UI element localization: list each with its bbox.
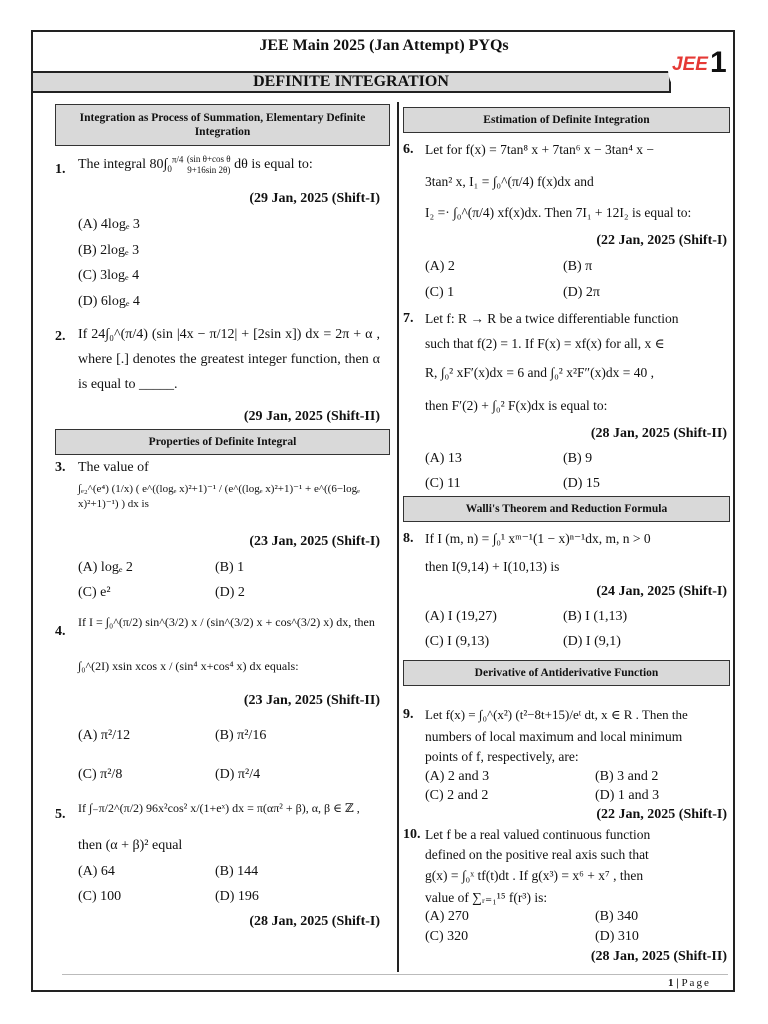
q3-integral: ∫ₑ₂^(e⁴) (1/x) ( e^((logₑ x)²+1)⁻¹ / (e^((logₑ x)²+1)⁻¹ + e^((6−logₑ x)²+1)⁻¹) ) dx is bbox=[78, 483, 360, 510]
q7-option-b: (B) 9 bbox=[563, 451, 593, 466]
q6-option-a: (A) 2 bbox=[425, 259, 455, 274]
q4-text-2: ∫₀^(2I) xsin xcos x / (sin⁴ x+cos⁴ x) dx equals: bbox=[78, 659, 299, 673]
q5-number: 5. bbox=[55, 807, 66, 822]
q9-shift: (22 Jan, 2025 (Shift-I) bbox=[596, 807, 727, 822]
q4-option-b: (B) π²/16 bbox=[215, 728, 267, 743]
q9-number: 9. bbox=[403, 707, 414, 722]
q2-shift: (29 Jan, 2025 (Shift-II) bbox=[243, 409, 380, 424]
q9-option-a: (A) 2 and 3 bbox=[425, 769, 490, 784]
q6-option-b: (B) π bbox=[563, 259, 593, 274]
q7-option-d: (D) 15 bbox=[563, 476, 600, 491]
q6-line-2: 3tan² x, I₁ = ∫₀^(π/4) f(x)dx and bbox=[425, 174, 594, 189]
q9-line-3: points of f, respectively, are: bbox=[425, 749, 579, 764]
q10-line-4: value of ∑ᵣ₌₁¹⁵ f(r³) is: bbox=[425, 890, 548, 905]
q7-line-4: then F′(2) + ∫₀² F(x)dx is equal to: bbox=[425, 398, 608, 413]
q7-option-c: (C) 11 bbox=[425, 476, 461, 491]
q4-option-d: (D) π²/4 bbox=[215, 767, 261, 782]
q7-line-3: R, ∫₀² xF′(x)dx = 6 and ∫₀² x²F″(x)dx = 40 , bbox=[425, 365, 654, 380]
q8-option-b: (B) I (1,13) bbox=[563, 609, 628, 624]
q10-option-a: (A) 270 bbox=[425, 909, 469, 924]
q7-line-2: such that f(2) = 1. If F(x) = xf(x) for all, x ∈ bbox=[425, 336, 665, 351]
q1-shift: (29 Jan, 2025 (Shift-I) bbox=[249, 191, 380, 206]
q1-number: 1. bbox=[55, 162, 66, 177]
q7-shift: (28 Jan, 2025 (Shift-II) bbox=[590, 426, 727, 441]
q8-number: 8. bbox=[403, 531, 414, 546]
q7-number: 7. bbox=[403, 311, 414, 326]
page-number: 1 | Page bbox=[668, 977, 711, 989]
logo-jee-text: JEE bbox=[672, 54, 708, 75]
section-heading-antiderivative: Derivative of Antiderivative Function bbox=[403, 660, 730, 686]
q9-option-b: (B) 3 and 2 bbox=[595, 769, 659, 784]
section-heading-estimation: Estimation of Definite Integration bbox=[403, 107, 730, 133]
q5-shift: (28 Jan, 2025 (Shift-I) bbox=[249, 914, 380, 929]
q10-line-1: Let f be a real valued continuous function bbox=[425, 827, 651, 842]
q6-shift: (22 Jan, 2025 (Shift-I) bbox=[596, 233, 727, 248]
q6-number: 6. bbox=[403, 142, 414, 157]
q9-option-d: (D) 1 and 3 bbox=[595, 788, 660, 803]
q3-text: The value of bbox=[78, 460, 149, 475]
q8-line-1: If I (m, n) = ∫₀¹ xᵐ⁻¹(1 − x)ⁿ⁻¹dx, m, n > 0 bbox=[425, 531, 651, 546]
q10-option-b: (B) 340 bbox=[595, 909, 639, 924]
q10-number: 10. bbox=[403, 827, 421, 842]
q7-line-1: Let f: R → R be a twice differentiable function bbox=[425, 311, 679, 326]
q1-option-c: (C) 3logₑ 4 bbox=[78, 268, 140, 283]
q6-option-d: (D) 2π bbox=[563, 285, 601, 300]
q4-number: 4. bbox=[55, 624, 66, 639]
q7-option-a: (A) 13 bbox=[425, 451, 462, 466]
q1-option-a: (A) 4logₑ 3 bbox=[78, 217, 140, 232]
jee1-logo bbox=[668, 38, 730, 100]
page-number-value: 1 bbox=[668, 977, 674, 989]
q4-text: If I = ∫₀^(π/2) sin^(3/2) x / (sin^(3/2) x + cos^(3/2) x) dx, then bbox=[78, 615, 375, 629]
column-divider bbox=[397, 102, 399, 972]
q4-option-c: (C) π²/8 bbox=[78, 767, 123, 782]
q1-text: The integral $80\int_0^{\pi/4}$ (sin θ+cos θ 9+16sin 2θ) dθ is equal to: bbox=[78, 154, 313, 175]
footer-rule bbox=[62, 974, 728, 975]
q3-number: 3. bbox=[55, 460, 66, 475]
q3-option-c: (C) e² bbox=[78, 585, 111, 600]
section-heading-properties: Properties of Definite Integral bbox=[55, 429, 390, 455]
logo-one-text: 1 bbox=[710, 46, 727, 79]
q2-text: If 24∫₀^(π/4) (sin |4x − π/12| + [2sin x]) dx = 2π + α , where [.] denotes the greatest integer function, then α is equal to _____. bbox=[78, 327, 380, 392]
q4-option-a: (A) π²/12 bbox=[78, 728, 131, 743]
q1-option-d: (D) 6logₑ 4 bbox=[78, 294, 140, 309]
q10-option-d: (D) 310 bbox=[595, 929, 639, 944]
q5-text-2: then (α + β)² equal bbox=[78, 838, 183, 853]
q6-line-1: Let for f(x) = 7tan⁸ x + 7tan⁶ x − 3tan⁴ x − bbox=[425, 142, 655, 157]
q10-shift: (28 Jan, 2025 (Shift-II) bbox=[590, 949, 727, 964]
q8-option-a: (A) I (19,27) bbox=[425, 609, 497, 624]
q6-option-c: (C) 1 bbox=[425, 285, 455, 300]
q5-option-a: (A) 64 bbox=[78, 864, 115, 879]
q3-option-a: (A) logₑ 2 bbox=[78, 560, 133, 575]
q5-text: If ∫₋π/2^(π/2) 96x²cos² x/(1+eˣ) dx = π(απ² + β), α, β ∈ ℤ , bbox=[78, 801, 360, 815]
q10-line-3: g(x) = ∫₀ˣ tf(t)dt . If g(x³) = x⁶ + x⁷ , then bbox=[425, 868, 644, 883]
page-label: Page bbox=[681, 977, 711, 989]
q8-line-2: then I(9,14) + I(10,13) is bbox=[425, 559, 560, 574]
q1-option-b: (B) 2logₑ 3 bbox=[78, 243, 140, 258]
page-title: JEE Main 2025 (Jan Attempt) PYQs bbox=[259, 37, 509, 54]
q5-option-c: (C) 100 bbox=[78, 889, 122, 904]
q5-option-d: (D) 196 bbox=[215, 889, 259, 904]
q3-shift: (23 Jan, 2025 (Shift-I) bbox=[249, 534, 380, 549]
q8-option-c: (C) I (9,13) bbox=[425, 634, 490, 649]
q9-option-c: (C) 2 and 2 bbox=[425, 788, 489, 803]
section-heading-wallis: Walli's Theorem and Reduction Formula bbox=[403, 496, 730, 522]
q2-number: 2. bbox=[55, 329, 66, 344]
section-heading-summation: Integration as Process of Summation, Elementary Definite Integration bbox=[55, 104, 390, 146]
q4-shift: (23 Jan, 2025 (Shift-II) bbox=[243, 693, 380, 708]
q9-line-2: numbers of local maximum and local minimum bbox=[425, 729, 683, 744]
q8-shift: (24 Jan, 2025 (Shift-I) bbox=[596, 584, 727, 599]
q3-option-b: (B) 1 bbox=[215, 560, 245, 575]
topic-banner: DEFINITE INTEGRATION bbox=[31, 71, 671, 93]
q10-line-2: defined on the positive real axis such that bbox=[425, 847, 649, 862]
q10-option-c: (C) 320 bbox=[425, 929, 469, 944]
q9-line-1: Let f(x) = ∫₀^(x²) (t²−8t+15)/eᵗ dt, x ∈ R . Then the bbox=[425, 707, 688, 722]
q6-line-3: I₂ =· ∫₀^(π/4) xf(x)dx. Then 7I₁ + 12I₂ is equal to: bbox=[425, 205, 692, 220]
q3-option-d: (D) 2 bbox=[215, 585, 245, 600]
q5-option-b: (B) 144 bbox=[215, 864, 259, 879]
q8-option-d: (D) I (9,1) bbox=[563, 634, 621, 649]
